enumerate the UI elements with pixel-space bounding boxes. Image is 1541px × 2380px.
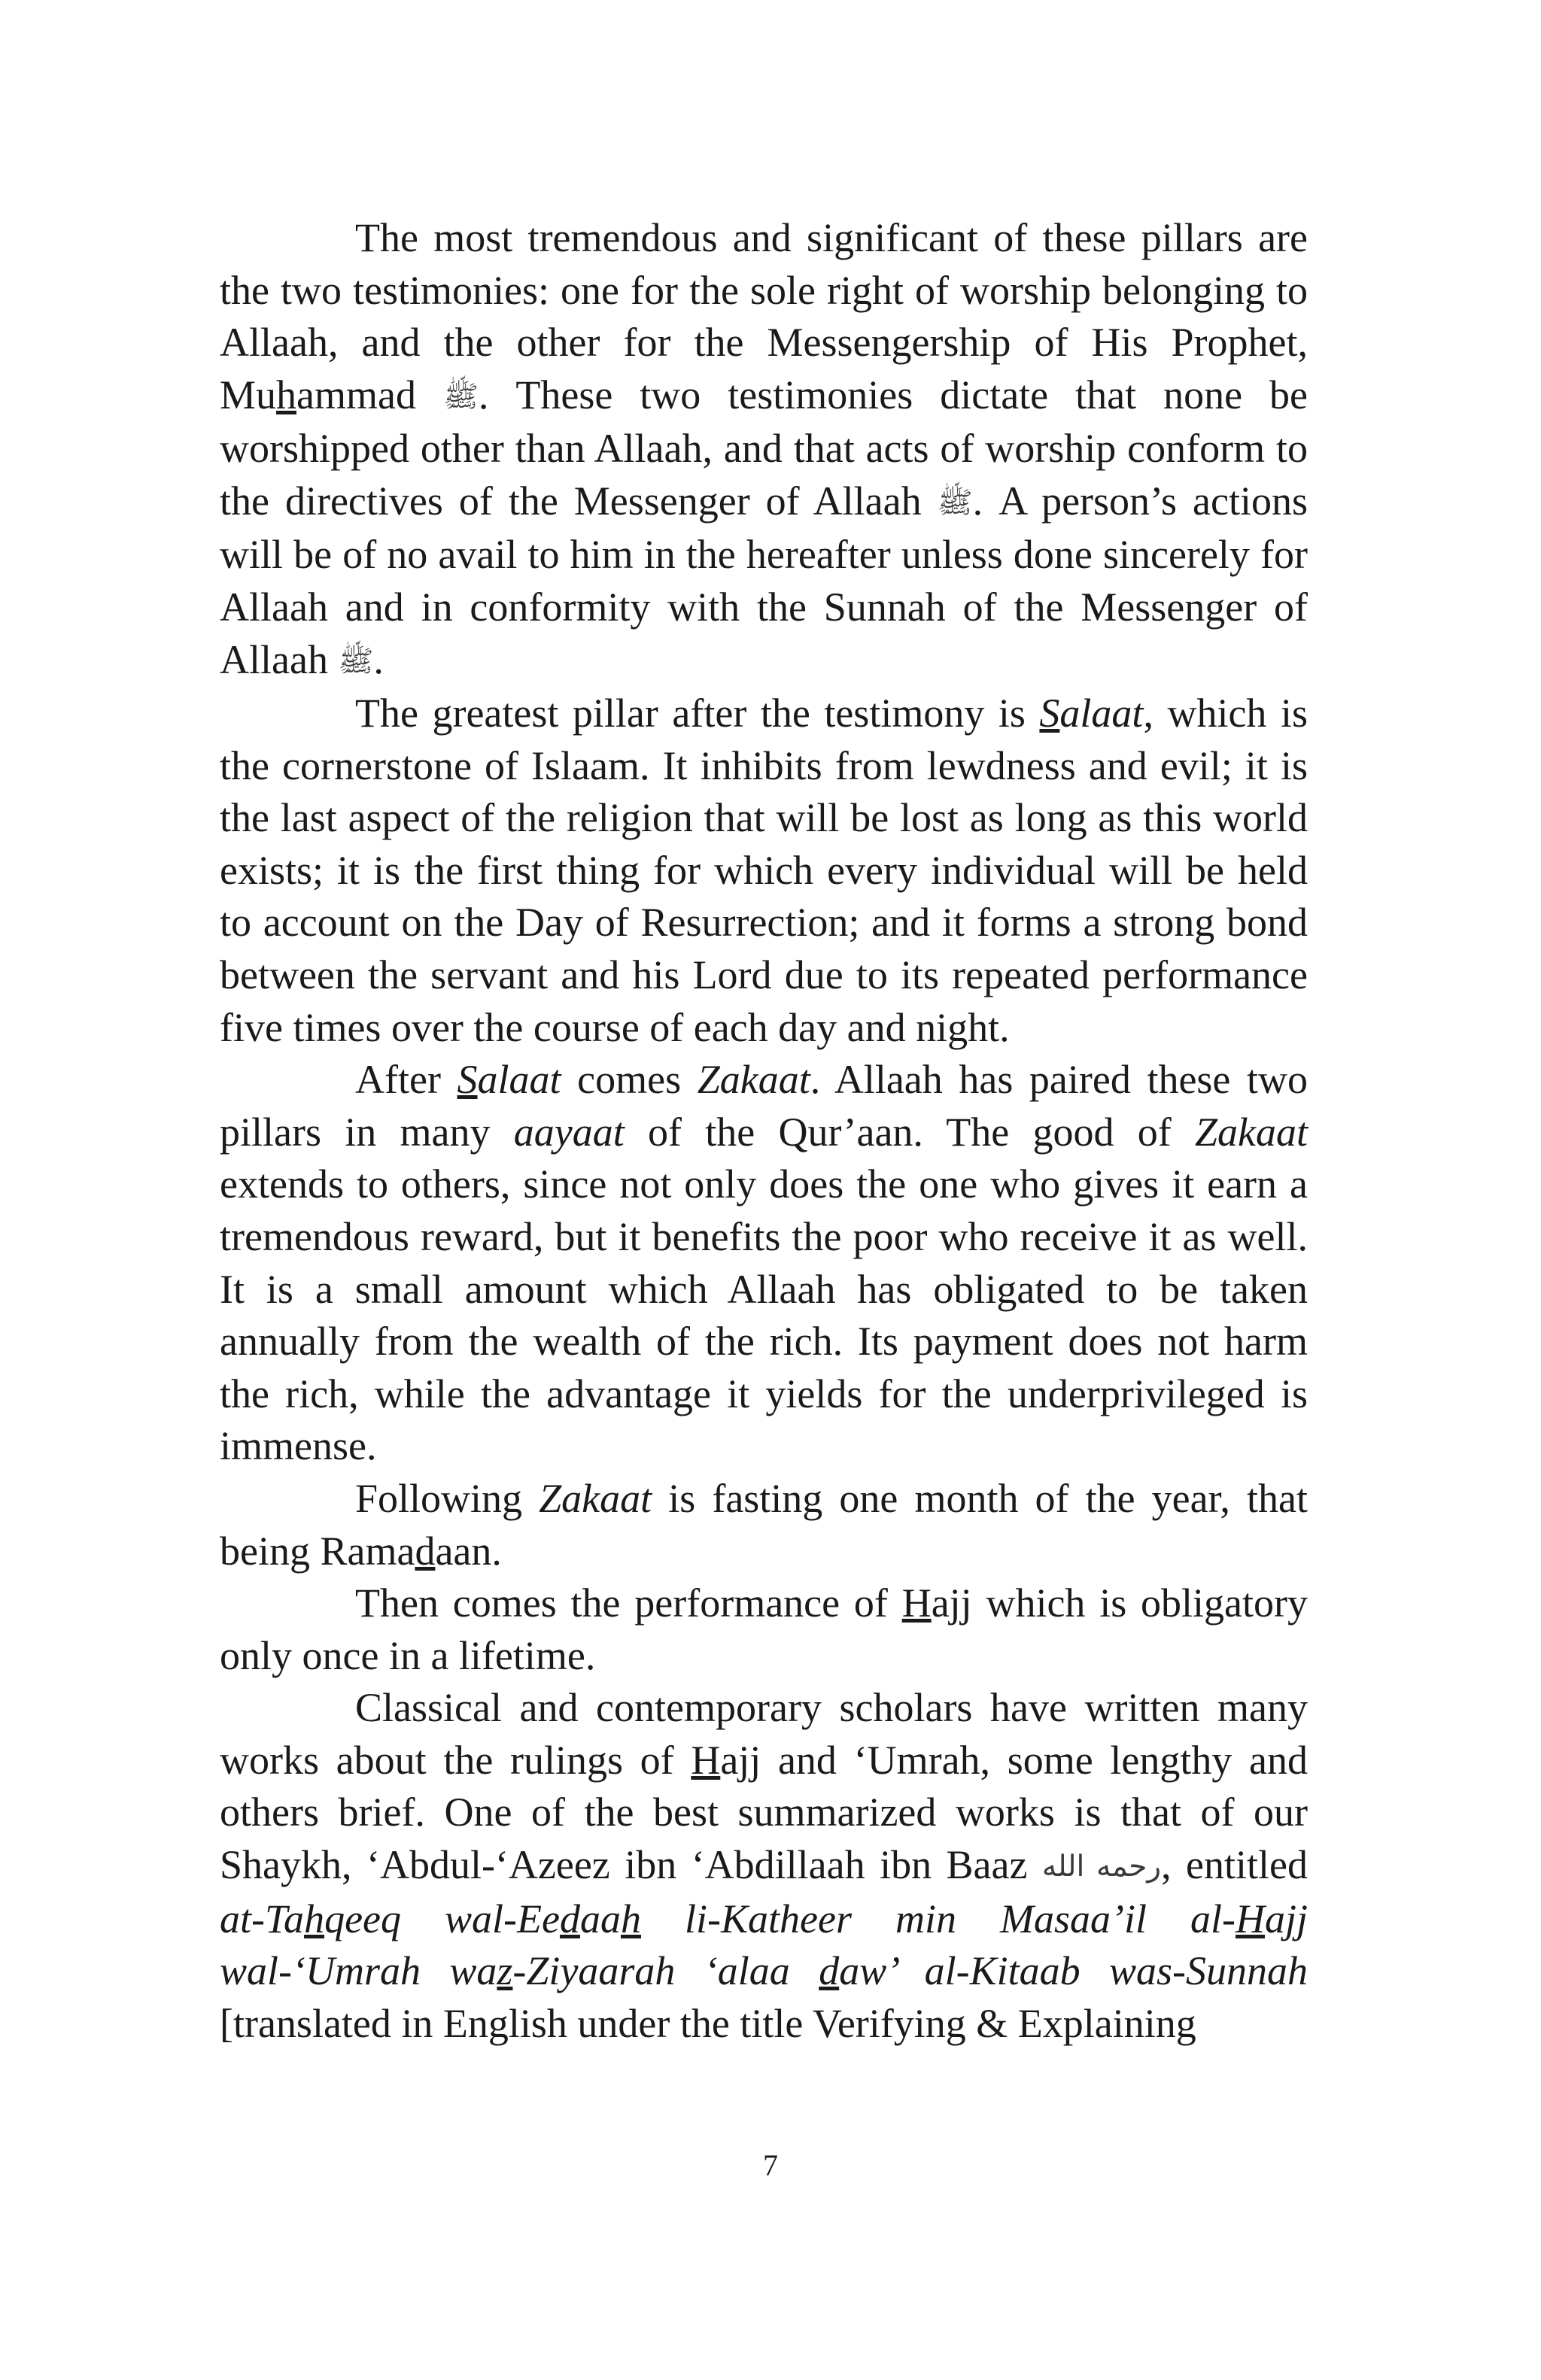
page-number: 7 bbox=[763, 2148, 778, 2182]
text: The most tremendous and significant of these pillars are the two testimonies: one for the sole right of worship belonging to Allaah, and the other for the Messengership of His Prophet, Mu bbox=[220, 215, 1308, 417]
text: H bbox=[691, 1737, 721, 1783]
text: Classical and contemporary scholars have written many works about the rulings of bbox=[220, 1685, 1308, 1783]
text: Then comes the performance of bbox=[355, 1580, 902, 1626]
book-title: at-Tahqeeq wal-Eedaah li-Katheer min Masaa’il al-Hajj wal-‘Umrah waz-Ziyaarah ‘alaa daw’ al-Kitaab was-Sunnah bbox=[220, 1896, 1308, 1994]
text: . A person’s actions will be of no avail to him in the hereafter unless done sincerely for Allaah and in conformity with the Sunnah of the Messenger of Allaah bbox=[220, 478, 1308, 682]
paragraph-testimonies bbox=[220, 212, 1308, 688]
text: aayaat bbox=[513, 1109, 625, 1155]
text: alaat bbox=[477, 1057, 561, 1103]
page-body bbox=[220, 212, 1308, 2050]
text: is fasting one month of the year, that being Rama bbox=[220, 1475, 1308, 1574]
text: h bbox=[276, 372, 297, 417]
supplication-icon: رحمه الله bbox=[1041, 1850, 1162, 1883]
text: Zakaat bbox=[539, 1475, 652, 1521]
text: . These two testimonies dictate that none be worshipped other than Allaah, and that acts of worship conform to the directives of the Messenger of Allaah bbox=[220, 372, 1308, 524]
text: S bbox=[1039, 691, 1060, 736]
text: , entitled bbox=[1161, 1842, 1308, 1888]
text: alaat bbox=[1059, 691, 1144, 736]
text: . bbox=[373, 636, 384, 682]
text: aan. bbox=[435, 1528, 502, 1574]
text: H bbox=[901, 1580, 932, 1626]
paragraph-zakaat bbox=[220, 1054, 1308, 1473]
text: ammad bbox=[296, 372, 443, 417]
text: The greatest pillar after the testimony is bbox=[355, 691, 1040, 736]
text: ajj and ‘Umrah, some lengthy and others brief. One of the best summarized works is that of our Shaykh, ‘Abdul-‘Azeez ibn ‘Abdillaah ibn Baaz bbox=[220, 1737, 1308, 1888]
text: , which is the cornerstone of Islaam. It inhibits from lewdness and evil; it is the last aspect of the religion that will be lost as long as this world exists; it is the first thing for which every individual will be held to account on the Day of Resurrection; and it forms a strong bond between the servant and his Lord due to its repeated performance five times over the course of each day and night. bbox=[220, 691, 1308, 1050]
text: Following bbox=[355, 1475, 540, 1521]
text: extends to others, since not only does the one who gives it earn a tremendous reward, but it benefits the poor who receive it as well. It is a small amount which Allaah has obligated to be taken annually from the wealth of the rich. Its payment does not harm the rich, while the advantage it yields for the underprivileged is immense. bbox=[220, 1161, 1308, 1469]
salutation-icon: ﷺ bbox=[937, 486, 973, 519]
text: d bbox=[415, 1528, 436, 1574]
text: comes bbox=[561, 1057, 698, 1103]
text: [translated in English under the title Verifying & Explaining bbox=[220, 2000, 1196, 2046]
text: of the Qur’aan. The good of bbox=[624, 1109, 1195, 1155]
text: Zakaat bbox=[697, 1057, 810, 1103]
salutation-icon: ﷺ bbox=[338, 645, 374, 678]
text: . Allaah has paired these two pillars in many bbox=[220, 1057, 1308, 1155]
paragraph-fasting bbox=[220, 1473, 1308, 1577]
paragraph-hajj bbox=[220, 1577, 1308, 1682]
salutation-icon: ﷺ bbox=[442, 380, 479, 413]
paragraph-scholars bbox=[220, 1682, 1308, 2050]
text: After bbox=[355, 1057, 457, 1103]
text: Zakaat bbox=[1194, 1109, 1308, 1155]
text: S bbox=[457, 1057, 478, 1103]
text: ajj which is obligatory only once in a lifetime. bbox=[220, 1580, 1308, 1678]
paragraph-salaat bbox=[220, 688, 1308, 1054]
